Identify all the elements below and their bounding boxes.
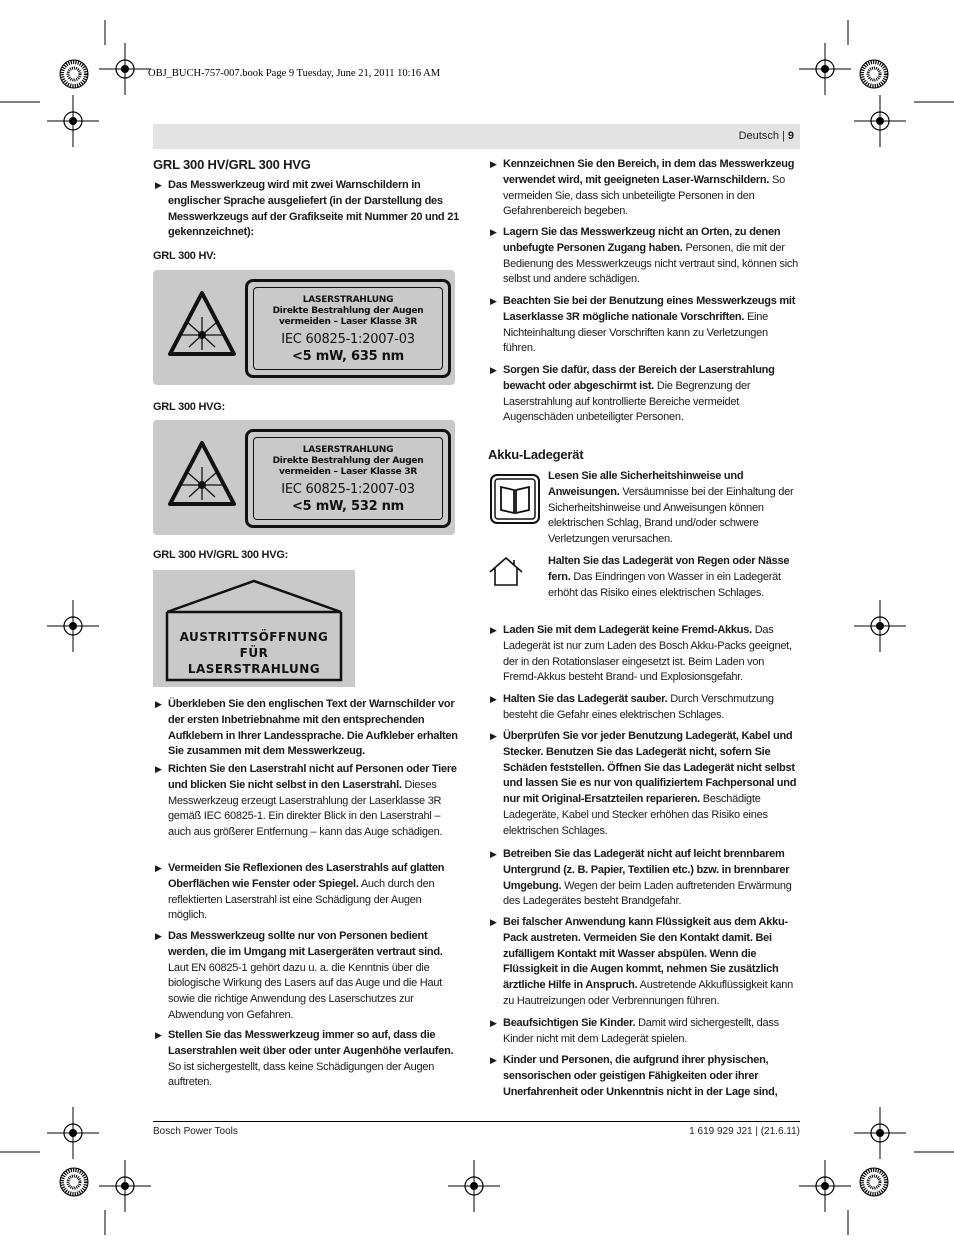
aperture-label: AUSTRITTSÖFFNUNG FÜR LASERSTRAHLUNG	[153, 570, 355, 687]
arrow-bullet-icon: ▶	[490, 1018, 497, 1028]
footer-rule	[153, 1121, 800, 1122]
bullet-item: ▶ Sorgen Sie dafür, dass der Bereich der Laserstrahlung bewacht oder abgeschirmt ist. Die Begrenzung der Laserstrahlung auf kontrollierte Bereiche vermeidet Augenschäden unbeteiligter Personen.	[490, 364, 775, 424]
bullet-item: ▶ Lagern Sie das Messwerkzeug nicht an Orten, zu denen unbefugte Personen Zugang haben. Personen, die mit der Bedienung des Messwerkzeugs nicht vertraut sind, können sich selbst und andere schädigen.	[490, 226, 799, 286]
label2-caption: GRL 300 HVG:	[153, 401, 225, 413]
section-heading: Akku-Ladegerät	[488, 447, 584, 462]
warning-label-hv	[153, 270, 455, 385]
bullet-item: ▶ Stellen Sie das Messwerkzeug immer so auf, dass die Laserstrahlen weit über oder unter Augenhöhe verlaufen. So ist sichergestellt, dass keine Schädigungen der Augen auftreten.	[155, 1029, 454, 1089]
laser-warning-triangle-icon	[167, 440, 237, 510]
read-manual-icon	[489, 473, 541, 525]
bullet-intro: ▶ Das Messwerkzeug wird mit zwei Warnschildern in englischer Sprache ausgeliefert (in der Darstellung des Messwerkzeugs auf der Grafikseite mit Nummer 20 und 21 gekennzeichnet):	[155, 179, 459, 239]
bullet-item: ▶ Halten Sie das Ladegerät sauber. Durch Verschmutzung besteht die Gefahr eines elektrischen Schlages.	[490, 693, 774, 721]
arrow-bullet-icon: ▶	[490, 159, 497, 169]
bullet-item: ▶ Beachten Sie bei der Benutzung eines Messwerkzeugs mit Laserklasse 3R mögliche nationale Vorschriften. Eine Nichteinhaltung dieser Vorschriften kann zu Verletzungen führen.	[490, 295, 796, 355]
arrow-bullet-icon: ▶	[155, 699, 162, 709]
arrow-bullet-icon: ▶	[490, 917, 497, 927]
arrow-bullet-icon: ▶	[155, 180, 162, 190]
bullet-item: ▶ Überkleben Sie den englischen Text der Warnschilder vor der ersten Inbetriebnahme mit den entsprechenden Aufklebern in Ihrer Landessprache. Die Aufkleber erhalten Sie zusammen mit dem Messwerkzeug.	[155, 698, 458, 758]
bullet-item: ▶ Das Messwerkzeug sollte nur von Personen bedient werden, die im Umgang mit Lasergeräten vertraut sind. Laut EN 60825-1 gehört dazu u. a. die Kenntnis über die biologische Wirkung des Lasers auf das Auge und die Haut sowie die richtige Anwendung des Laserschutzes zur Abwendung von Gefahren.	[155, 930, 443, 1021]
page-number: 9	[787, 130, 794, 142]
info-read-instructions: Lesen Sie alle Sicherheitshinweise und Anweisungen. Versäumnisse bei der Einhaltung der Sicherheitshinweise und Anweisungen können elektrischen Schlag, Brand und/oder schwere Verletzungen verursachen.	[548, 470, 794, 546]
laser-warning-triangle-icon	[167, 290, 237, 360]
print-info-line: OBJ_BUCH-757-007.book Page 9 Tuesday, June 21, 2011 10:16 AM	[148, 68, 441, 79]
arrow-bullet-icon: ▶	[155, 931, 162, 941]
page-header	[739, 130, 794, 142]
indoor-use-house-icon	[488, 556, 524, 588]
bullet-item: ▶ Richten Sie den Laserstrahl nicht auf Personen oder Tiere und blicken Sie nicht selbst in den Laserstrahl. Dieses Messwerkzeug erzeugt Laserstrahlung der Laserklasse 3R gemäß IEC 60825-1. Ein direkter Blick in den Laserstrahl – auch aus größerer Entfernung – kann das Auge schädigen.	[155, 763, 457, 839]
info-keep-dry: Halten Sie das Ladegerät von Regen oder Nässe fern. Das Eindringen von Wasser in ein Ladegerät erhöht das Risiko eines elektrischen Schlages.	[548, 555, 790, 599]
arrow-bullet-icon: ▶	[490, 227, 497, 237]
arrow-bullet-icon: ▶	[490, 694, 497, 704]
section-title: GRL 300 HV/GRL 300 HVG	[153, 157, 311, 172]
arrow-bullet-icon: ▶	[490, 365, 497, 375]
bullet-item: ▶ Betreiben Sie das Ladegerät nicht auf leicht brennbarem Untergrund (z. B. Papier, Textilien etc.) bzw. in brennbarer Umgebung. Wegen der beim Laden auftretenden Erwärmung des Ladegerätes besteht Brandgefahr.	[490, 848, 792, 908]
arrow-bullet-icon: ▶	[155, 863, 162, 873]
laser-class-sticker: LASERSTRAHLUNG Direkte Bestrahlung der Augen vermeiden – Laser Klasse 3R IEC 60825-1:2007-03 <5 mW, 635 nm	[245, 279, 451, 378]
page-header-bar	[153, 124, 800, 149]
bullet-item: ▶ Kinder und Personen, die aufgrund ihrer physischen, sensorischen oder geistigen Fähigkeiten oder ihrer Unerfahrenheit oder Unkenntnis nicht in der Lage sind,	[490, 1054, 778, 1098]
bullet-item: ▶ Kennzeichnen Sie den Bereich, in dem das Messwerkzeug verwendet wird, mit geeigneten Laser-Warnschildern. So vermeiden Sie, dass sich unbeteiligte Personen in den Gefahrenbereich begeben.	[490, 158, 795, 218]
bullet-item: ▶ Bei falscher Anwendung kann Flüssigkeit aus dem Akku-Pack austreten. Vermeiden Sie den Kontakt damit. Bei zufälligem Kontakt mit Wasser abspülen. Wenn die Flüssigkeit in die Augen kommt, nehmen Sie zusätzlich ärztliche Hilfe in Anspruch. Austretende Akkuflüssigkeit kann zu Hautreizungen oder Verbrennungen führen.	[490, 916, 794, 1007]
footer-doc-number: 1 619 929 J21 | (21.6.11)	[689, 1126, 800, 1137]
header-separator: |	[782, 130, 785, 142]
arrow-bullet-icon: ▶	[490, 296, 497, 306]
language-label: Deutsch	[738, 130, 779, 142]
arrow-bullet-icon: ▶	[490, 849, 497, 859]
arrow-bullet-icon: ▶	[155, 1030, 162, 1040]
label3-caption: GRL 300 HV/GRL 300 HVG:	[153, 549, 289, 561]
arrow-bullet-icon: ▶	[490, 731, 497, 741]
bullet-item: ▶ Vermeiden Sie Reflexionen des Laserstrahls auf glatten Oberflächen wie Fenster oder Spiegel. Auch durch den reflektierten Laserstrahl ist eine Schädigung der Augen möglich.	[155, 862, 445, 922]
label1-caption: GRL 300 HV:	[153, 250, 217, 262]
arrow-bullet-icon: ▶	[490, 1055, 497, 1065]
warning-label-hvg	[153, 420, 455, 535]
arrow-bullet-icon: ▶	[490, 625, 497, 635]
bullet-item: ▶ Beaufsichtigen Sie Kinder. Damit wird sichergestellt, dass Kinder nicht mit dem Ladegerät spielen.	[490, 1017, 779, 1045]
bullet-item: ▶ Überprüfen Sie vor jeder Benutzung Ladegerät, Kabel und Stecker. Benutzen Sie das Ladegerät nicht, sofern Sie Schäden feststellen. Öffnen Sie das Ladegerät nicht selbst und lassen Sie es nur von qualifiziertem Fachpersonal und nur mit Original-Ersatzteilen reparieren. Beschädigte Ladegeräte, Kabel und Stecker erhöhen das Risiko eines elektrischen Schlages.	[490, 730, 797, 837]
bullet-item: ▶ Laden Sie mit dem Ladegerät keine Fremd-Akkus. Das Ladegerät ist nur zum Laden des Bosch Akku-Packs geeignet, der in den Rotationslaser eingesetzt ist. Beim Laden von Fremd-Akkus besteht Brand- und Explosionsgefahr.	[490, 624, 792, 684]
laser-class-sticker: LASERSTRAHLUNG Direkte Bestrahlung der Augen vermeiden – Laser Klasse 3R IEC 60825-1:2007-03 <5 mW, 532 nm	[245, 429, 451, 528]
arrow-bullet-icon: ▶	[155, 764, 162, 774]
footer-brand: Bosch Power Tools	[153, 1126, 238, 1137]
